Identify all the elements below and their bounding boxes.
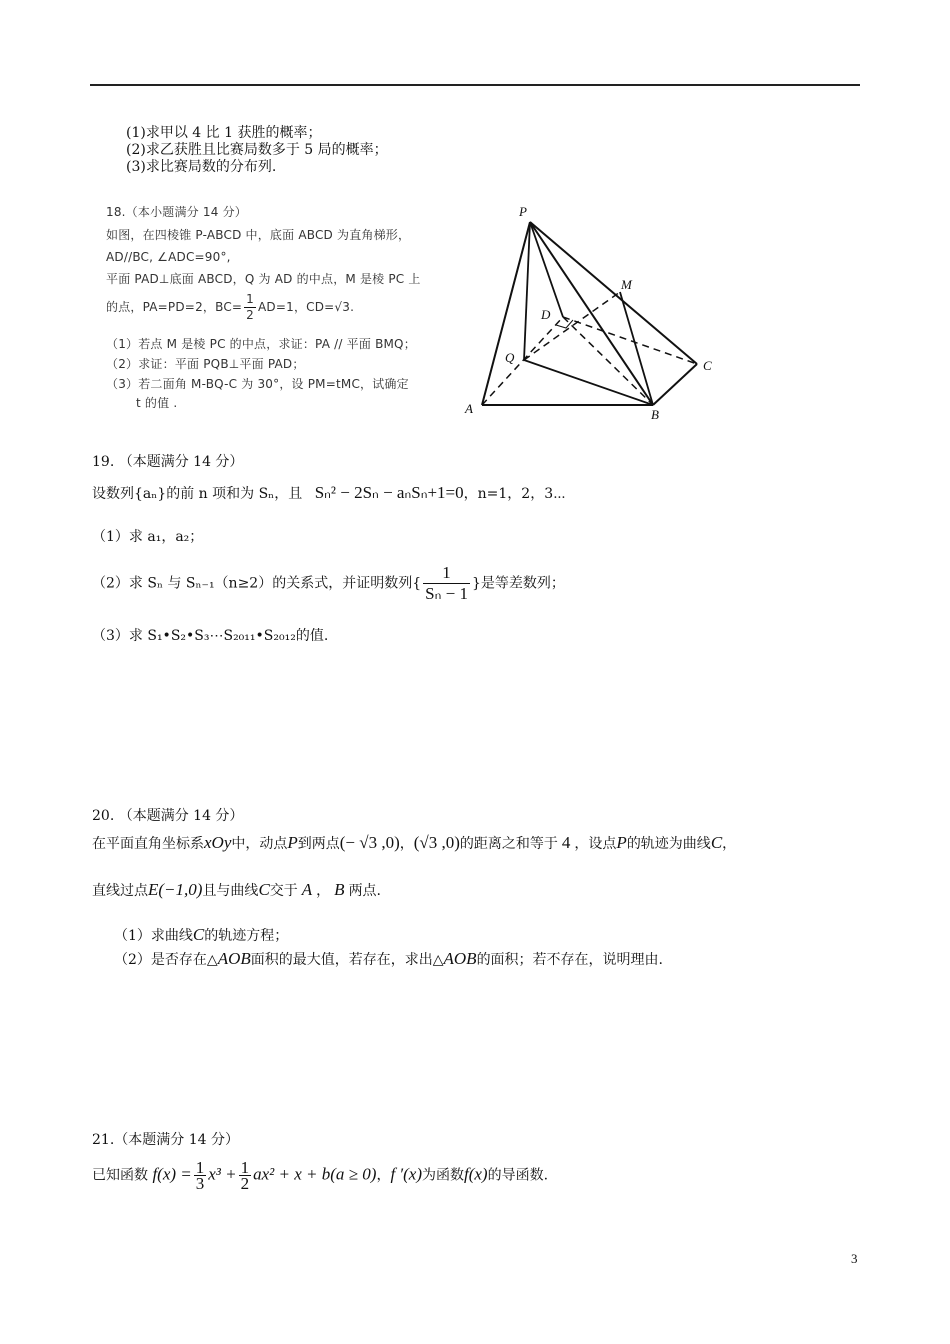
label-A: A bbox=[465, 401, 473, 416]
q20-part1 bbox=[114, 926, 288, 945]
q18-line4-text-a: 的点，PA=PD=2，BC= bbox=[106, 300, 243, 314]
q20-line2-text-d: ， bbox=[316, 883, 331, 899]
q20-line1-text-a: 在平面直角坐标系 bbox=[92, 836, 204, 852]
q17-part3: (3)求比赛局数的分布列. bbox=[126, 159, 277, 175]
q21-fraction2 bbox=[239, 1160, 252, 1191]
q19-part2 bbox=[92, 563, 565, 604]
q20-part2-text-b: 面积的最大值，若存在，求出△ bbox=[250, 952, 444, 968]
q20-point1: (− √3 ,0) bbox=[339, 833, 400, 852]
q19-part3: （3）求 S₁•S₂•S₃⋯S₂₀₁₁•S₂₀₁₂的值. bbox=[92, 628, 329, 644]
label-M: M bbox=[621, 277, 632, 292]
q21-line1-text-c: 为函数 bbox=[422, 1167, 464, 1184]
q19-part1: （1）求 a₁，a₂； bbox=[92, 529, 204, 545]
q20-curve-c2: C bbox=[258, 880, 270, 899]
q20-line1-text-g: 的轨迹为曲线 bbox=[626, 836, 711, 852]
q19-line1-text-b: ，n=1，2，3⋯ bbox=[463, 486, 566, 502]
q20-point-p: P bbox=[287, 833, 298, 852]
q18-part3: （3）若二面角 M-BQ-C 为 30°，设 PM=tMC，试确定 bbox=[106, 377, 409, 391]
q21-heading: 21.（本题满分 14 分） bbox=[92, 1132, 239, 1148]
q18-fraction bbox=[244, 292, 256, 323]
q20-curve-c: C bbox=[710, 833, 723, 852]
q20-line1-text-c: 到两点 bbox=[297, 836, 340, 852]
q21-line1-text-d: 的导函数. bbox=[487, 1167, 549, 1184]
header-rule bbox=[90, 84, 860, 86]
q21-fx2: f(x) bbox=[464, 1164, 488, 1184]
q18-line3: 平面 PAD⊥底面 ABCD，Q 为 AD 的中点，M 是棱 PC 上 bbox=[106, 272, 421, 286]
label-C: C bbox=[703, 358, 712, 373]
q19-part2-text-b: }是等差数列； bbox=[471, 575, 565, 592]
q21-fraction1-denominator: 3 bbox=[195, 1174, 205, 1193]
q21-line1-text-b: ， bbox=[376, 1167, 391, 1184]
q20-point-a: A bbox=[301, 880, 313, 899]
q18-part2: （2）求证：平面 PQB⊥平面 PAD； bbox=[106, 357, 305, 371]
q21-term2: ax² + x + b(a ≥ 0) bbox=[253, 1164, 377, 1184]
q20-four: 4 bbox=[561, 833, 571, 852]
q18-part1: （1）若点 M 是棱 PC 的中点，求证：PA // 平面 BMQ； bbox=[106, 337, 416, 351]
q21-fprime: f ′(x) bbox=[390, 1164, 422, 1184]
q20-point2: (√3 ,0) bbox=[413, 833, 460, 852]
q20-line2-text-c: 交于 bbox=[269, 883, 298, 899]
q18-line1: 如图，在四棱锥 P-ABCD 中，底面 ABCD 为直角梯形， bbox=[106, 228, 411, 242]
q21-line1 bbox=[92, 1160, 548, 1191]
q19-fraction bbox=[423, 563, 470, 604]
q20-line1-text-h: ， bbox=[722, 836, 737, 852]
q19-formula: Sₙ² − 2Sₙ − aₙSₙ+1=0 bbox=[314, 483, 464, 502]
q20-line1-text-f: ，设点 bbox=[574, 836, 617, 852]
q21-fx: f(x) = bbox=[152, 1164, 192, 1184]
q20-line2-text-b: 且与曲线 bbox=[202, 883, 259, 899]
q18-fraction-denominator: 2 bbox=[246, 308, 254, 322]
q20-part1-c: C bbox=[192, 925, 205, 944]
q20-part2 bbox=[114, 950, 663, 969]
q17-part2: (2)求乙获胜且比赛局数多于 5 局的概率； bbox=[126, 142, 388, 158]
q18-line4-text-d: . bbox=[350, 300, 355, 314]
q17-part1: (1)求甲以 4 比 1 获胜的概率； bbox=[126, 125, 322, 141]
q20-part2-aob: AOB bbox=[217, 949, 251, 968]
label-P: P bbox=[519, 204, 527, 219]
q20-line2-text-e: 两点. bbox=[348, 883, 382, 899]
edge-BC bbox=[653, 364, 697, 405]
q20-line1-text-d: ， bbox=[399, 836, 414, 852]
q20-part2-text-c: 的面积；若不存在，说明理由. bbox=[476, 952, 664, 968]
q20-line1-text-e: 的距离之和等于 bbox=[459, 836, 558, 852]
q20-line1 bbox=[92, 834, 736, 853]
q20-point-p2: P bbox=[616, 833, 627, 852]
q21-fraction2-denominator: 2 bbox=[240, 1174, 250, 1193]
q19-fraction-numerator: 1 bbox=[423, 563, 470, 584]
q18-sqrt: √3 bbox=[334, 300, 351, 314]
q20-part2-text-a: （2）是否存在△ bbox=[114, 952, 218, 968]
q18-line2: AD//BC, ∠ADC=90°, bbox=[106, 250, 231, 264]
q19-part2-text-a: （2）求 Sₙ 与 Sₙ₋₁（n≥2）的关系式，并证明数列{ bbox=[92, 575, 422, 592]
q20-line2-text-a: 直线过点 bbox=[92, 883, 148, 899]
q20-point-b: B bbox=[334, 880, 345, 899]
q18-heading: 18.（本小题满分 14 分） bbox=[106, 205, 247, 219]
q20-line2 bbox=[92, 881, 381, 900]
q21-fraction1-numerator: 1 bbox=[195, 1158, 205, 1177]
q20-line1-text-b: 中，动点 bbox=[231, 836, 288, 852]
q21-line1-text-a: 已知函数 bbox=[92, 1167, 148, 1184]
q18-part3-cont: t 的值 . bbox=[136, 396, 178, 410]
q19-heading: 19. （本题满分 14 分） bbox=[92, 454, 244, 470]
q20-part2-aob2: AOB bbox=[443, 949, 477, 968]
q20-xoy: xOy bbox=[204, 833, 232, 852]
q20-point-e: E(−1,0) bbox=[148, 880, 203, 899]
label-B: B bbox=[651, 407, 659, 422]
q21-term1: x³ + bbox=[208, 1164, 237, 1184]
q20-part1-text-b: 的轨迹方程； bbox=[204, 928, 289, 944]
q19-line1-text-a: 设数列{aₙ}的前 n 项和为 Sₙ，且 bbox=[92, 486, 303, 502]
q20-part1-text-a: （1）求曲线 bbox=[114, 928, 193, 944]
q21-fraction2-numerator: 1 bbox=[240, 1158, 250, 1177]
label-Q: Q bbox=[505, 350, 515, 365]
q21-fraction1 bbox=[194, 1160, 207, 1191]
pyramid-figure bbox=[455, 200, 725, 425]
q20-heading: 20. （本题满分 14 分） bbox=[92, 808, 244, 824]
q19-line1 bbox=[92, 484, 566, 503]
edge-QB bbox=[524, 360, 653, 405]
label-D: D bbox=[541, 307, 551, 322]
q18-fraction-numerator: 1 bbox=[246, 292, 254, 306]
q19-fraction-denominator: Sₙ − 1 bbox=[425, 584, 468, 603]
q18-line4 bbox=[106, 292, 354, 323]
edge-PA bbox=[482, 222, 530, 405]
q18-line4-text-b: AD=1，CD= bbox=[258, 300, 335, 314]
page-number: 3 bbox=[851, 1251, 858, 1266]
